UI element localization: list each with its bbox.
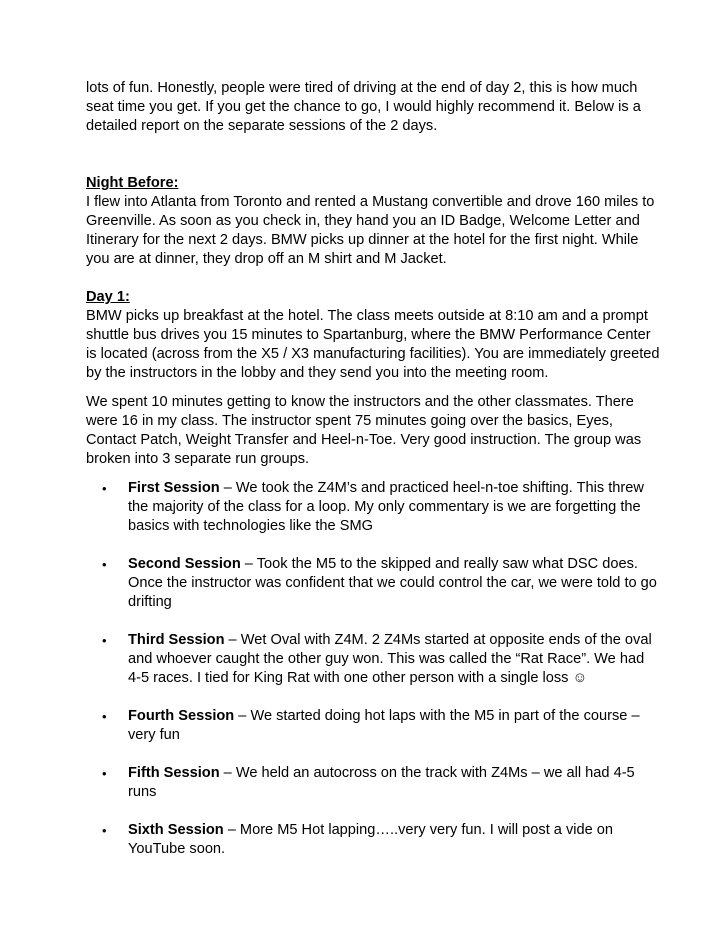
bullet-icon: •: [102, 766, 107, 781]
night-before-heading: Night Before:: [86, 175, 179, 191]
session-list: [86, 479, 661, 859]
session-title: Fifth Session: [128, 765, 220, 781]
session-title: First Session: [128, 480, 220, 496]
session-title: Second Session: [128, 556, 241, 572]
session-title: Third Session: [128, 632, 225, 648]
bullet-icon: •: [102, 823, 107, 838]
document-page: [86, 79, 661, 878]
session-item-1: [86, 479, 661, 536]
intro-paragraph: lots of fun. Honestly, people were tired of driving at the end of day 2, this is how much seat time you get. If you get the chance to go, I would highly recommend it. Below is a detailed report on the separate sessions of the 2 days.: [86, 80, 641, 134]
night-before-section: [86, 174, 661, 269]
day1-paragraph: BMW picks up breakfast at the hotel. The class meets outside at 8:10 am and a prompt shuttle bus drives you 15 minutes to Spartanburg, where the BMW Performance Center is located (across from the X5 / X3 manufacturing facilities). You are immediately greeted by the instructors in the lobby and they send you into the meeting room.: [86, 308, 660, 381]
session-item-4: [86, 707, 661, 745]
session-text: – More M5 Hot lapping…..very very fun. I will post a vide on YouTube soon.: [128, 822, 614, 857]
bullet-icon: •: [102, 481, 107, 496]
session-text: – Took the M5 to the skipped and really saw what DSC does. Once the instructor was confident that we could control the car, we were told to go drifting: [128, 556, 657, 610]
day1-paragraph-2: We spent 10 minutes getting to know the instructors and the other classmates. There were 16 in my class. The instructor spent 75 minutes going over the basics, Eyes, Contact Patch, Weight Transfer and Heel-n-Toe. Very good instruction. The group was broken into 3 separate run groups.: [86, 394, 642, 467]
session-text: – We took the Z4M’s and practiced heel-n-toe shifting. This threw the majority of the class for a loop. My only commentary is we are forgetting the basics with technologies like the SMG: [128, 480, 644, 534]
bullet-icon: •: [102, 557, 107, 572]
session-item-5: [86, 764, 661, 802]
night-before-paragraph: I flew into Atlanta from Toronto and rented a Mustang convertible and drove 160 miles to Greenville. As soon as you check in, they hand you an ID Badge, Welcome Letter and Itinerary for the next 2 days. BMW picks up dinner at the hotel for the first night. While you are at dinner, they drop off an M shirt and M Jacket.: [86, 194, 655, 267]
day1-section: [86, 288, 661, 859]
bullet-icon: •: [102, 633, 107, 648]
session-text: – We held an autocross on the track with Z4Ms – we all had 4-5 runs: [128, 765, 635, 800]
session-text: – Wet Oval with Z4M. 2 Z4Ms started at opposite ends of the oval and whoever caught the other guy won. This was called the “Rat Race”. We had 4-5 races. I tied for King Rat with one other person with a single loss ☺: [128, 632, 652, 686]
session-title: Fourth Session: [128, 708, 235, 724]
day1-heading: Day 1:: [86, 289, 130, 305]
session-item-3: [86, 631, 661, 688]
session-text: – We started doing hot laps with the M5 in part of the course – very fun: [128, 708, 640, 743]
session-title: Sixth Session: [128, 822, 224, 838]
session-item-2: [86, 555, 661, 612]
session-item-6: [86, 821, 661, 859]
bullet-icon: •: [102, 709, 107, 724]
